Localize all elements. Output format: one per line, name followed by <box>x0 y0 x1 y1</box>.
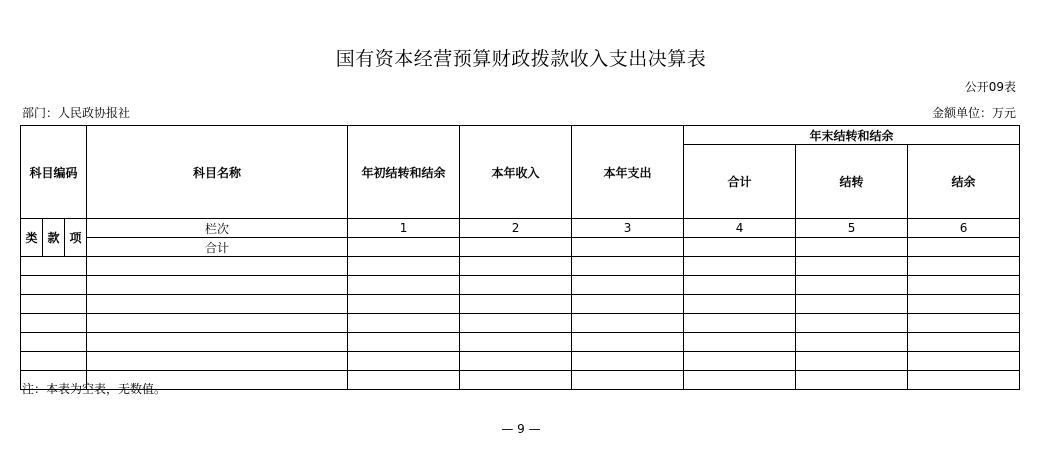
header-section: 款 <box>43 219 65 257</box>
table-title: 国有资本经营预算财政拨款收入支出决算表 <box>335 48 707 70</box>
table-row <box>21 371 1020 390</box>
amount-unit-label: 金额单位：万元 <box>931 106 1016 120</box>
header-end-surplus: 结余 <box>908 145 1020 219</box>
column-index-4: 4 <box>684 219 796 238</box>
total-row-label: 合计 <box>87 238 348 257</box>
budget-table <box>20 125 1020 390</box>
page-number: — 9 — <box>501 422 541 436</box>
table-cell <box>684 238 796 257</box>
table-cell <box>460 238 572 257</box>
table-row <box>21 314 1020 333</box>
column-index-5: 5 <box>796 219 908 238</box>
table-cell <box>908 238 1020 257</box>
column-index-label: 栏次 <box>87 219 348 238</box>
table-cell <box>796 238 908 257</box>
column-index-6: 6 <box>908 219 1020 238</box>
header-end-carryover: 结转 <box>796 145 908 219</box>
table-row <box>21 295 1020 314</box>
column-index-2: 2 <box>460 219 572 238</box>
column-index-1: 1 <box>348 219 460 238</box>
table-row <box>21 352 1020 371</box>
header-income: 本年收入 <box>460 126 572 219</box>
table-row <box>21 276 1020 295</box>
table-cell <box>572 238 684 257</box>
form-number: 公开09表 <box>964 80 1016 94</box>
header-expense: 本年支出 <box>572 126 684 219</box>
header-item: 项 <box>65 219 87 257</box>
header-end-total: 合计 <box>684 145 796 219</box>
table-cell <box>348 238 460 257</box>
header-subject-name: 科目名称 <box>87 126 348 219</box>
column-index-3: 3 <box>572 219 684 238</box>
table-row <box>21 257 1020 276</box>
table-row <box>21 333 1020 352</box>
header-subject-code: 科目编码 <box>21 126 87 219</box>
department-label: 部门：人民政协报社 <box>22 106 131 120</box>
header-class: 类 <box>21 219 43 257</box>
header-end-group: 年末结转和结余 <box>684 126 1020 145</box>
header-begin-balance: 年初结转和结余 <box>348 126 460 219</box>
table-note: 注：本表为空表，无数值。 <box>22 382 167 396</box>
